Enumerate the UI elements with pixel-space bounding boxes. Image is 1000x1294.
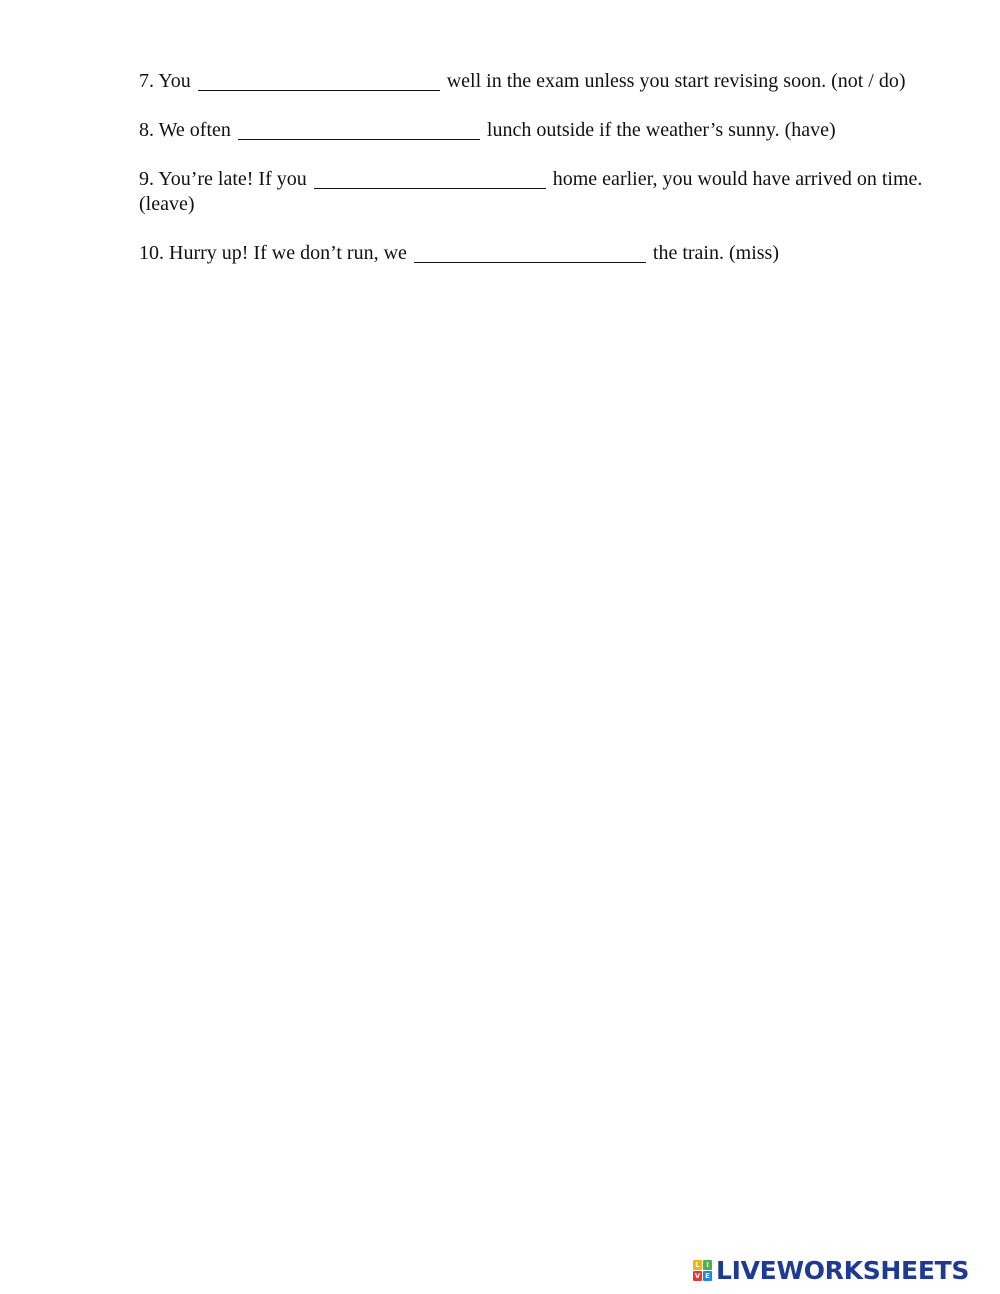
liveworksheets-logo (693, 1256, 993, 1286)
logo-letter-l: L (693, 1260, 702, 1270)
question-8 (139, 118, 934, 143)
question-text-before: 7. You (139, 70, 191, 92)
question-text-before: 10. Hurry up! If we don’t run, we (139, 242, 407, 264)
question-text-after: lunch outside if the weather’s sunny. (have) (486, 119, 836, 141)
logo-letter-i: I (703, 1260, 712, 1270)
question-text-before: 9. You’re late! If you (139, 168, 307, 190)
logo-letter-e: E (703, 1271, 712, 1281)
brand-name: LIVEWORKSHEETS (716, 1256, 970, 1285)
question-10 (139, 241, 934, 266)
answer-blank-7[interactable] (198, 70, 440, 91)
question-9 (139, 167, 934, 217)
answer-blank-10[interactable] (414, 242, 646, 263)
question-text-before: 8. We often (139, 119, 231, 141)
answer-blank-8[interactable] (238, 119, 480, 140)
question-text-after: home earlier, you would have arrived on time. (leave) (139, 168, 923, 215)
worksheet-body (139, 69, 934, 290)
question-text-after: well in the exam unless you start revising soon. (not / do) (446, 70, 906, 92)
logo-letter-v: V (694, 1272, 701, 1280)
question-text-after: the train. (miss) (652, 242, 779, 264)
answer-blank-9[interactable] (314, 168, 546, 189)
liveworksheets-logo-icon (693, 1260, 713, 1282)
question-7 (139, 69, 934, 94)
